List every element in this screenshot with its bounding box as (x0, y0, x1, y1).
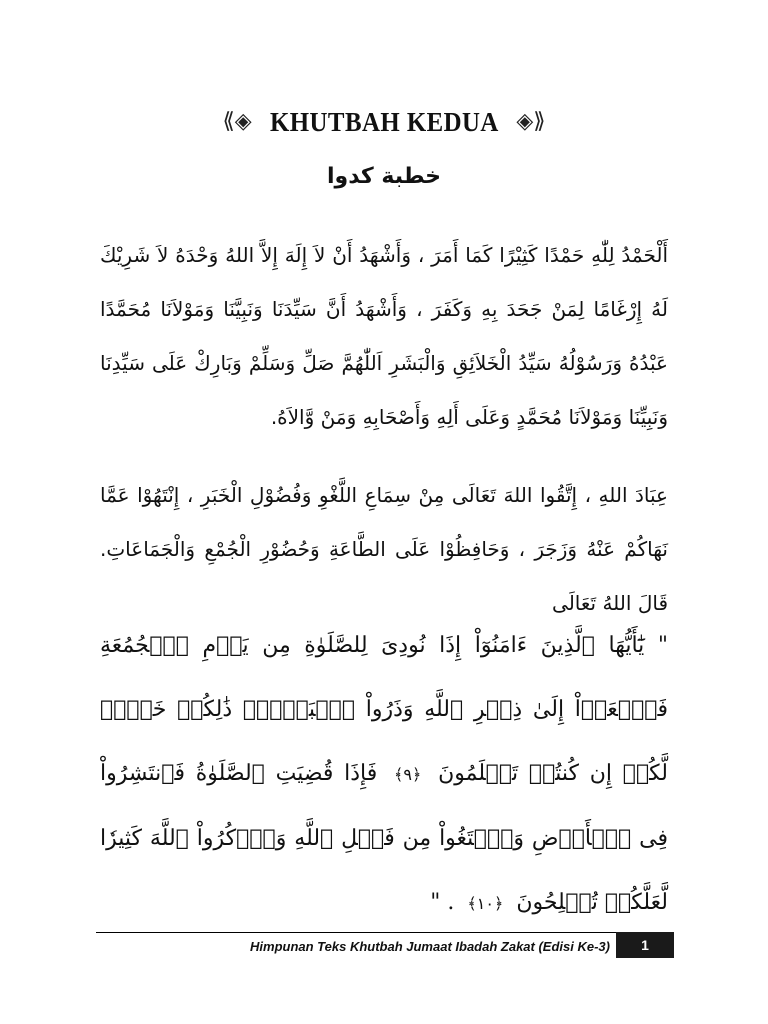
quote-close: . " (430, 890, 455, 915)
footer-divider (96, 932, 674, 933)
arabic-subtitle: خطبة كدوا (327, 164, 441, 189)
ayah-end-marker: ﴿١٠﴾ (467, 894, 504, 913)
page-title: KHUTBAH KEDUA (269, 106, 499, 137)
page-heading (0, 100, 768, 144)
verse-part-1: يَٰٓأَيُّهَا ٱلَّذِينَ ءَامَنُوٓاْ إِذَا نُودِىَ لِلصَّلَوٰةِ مِن يَوۡمِ ٱلۡجُمُعَةِ فَٱسۡعَوۡاْ إِلَىٰ ذِكۡرِ ٱللَّهِ وَذَرُواْ ٱلۡبَيۡعَۚ ذَٰلِكُمۡ خَيۡرٞ لَّكُمۡ إِن كُنتُمۡ تَعۡلَمُونَ (100, 633, 668, 786)
quote-open: " (657, 633, 668, 658)
exhortation-paragraph: عِبَادَ اللهِ ، إِتَّقُوا اللهَ تَعَالَى مِنْ سِمَاعِ اللَّغْوِ وَفُضُوْلِ الْخَبَرِ ، إِنْتَهُوْا عَمَّا نَهَاكُمْ عَنْهُ وَزَجَرَ ، وَحَافِظُوْا عَلَى الطَّاعَةِ وَحُضُوْرِ الْجُمْعِ وَالْجَمَاعَاتِ. قَالَ اللهُ تَعَالَى (100, 483, 668, 615)
quran-verse-paragraph (100, 614, 668, 936)
ayah-end-marker: ﴿٩﴾ (394, 765, 422, 784)
footer-book-title: Himpunan Teks Khutbah Jumaat Ibadah Zakat (Edisi Ke-3) (250, 939, 610, 954)
right-ornament-icon: ◈⟫ (516, 109, 546, 134)
left-ornament-icon: ⟪◈ (222, 109, 252, 134)
opening-praise-paragraph: أَلْحَمْدُ لِلّٰهِ حَمْدًا كَثِيْرًا كَمَا أَمَرَ ، وَأَشْهَدُ أَنْ لاَ إِلَهَ إِلاَّ اللهُ وَحْدَهُ لاَ شَرِيْكَ لَهُ إِرْغَامًا لِمَنْ جَحَدَ بِهِ وَكَفَرَ ، وَأَشْهَدُ أَنَّ سَيِّدَنَا وَنَبِيَّنَا وَمَوْلاَنَا مُحَمَّدًا عَبْدُهُ وَرَسُوْلُهُ سَيِّدُ الْخَلاَئِقِ وَالْبَشَرِ اَللّٰهُمَّ صَلِّ وَسَلِّمْ وَبَارِكْ عَلَى سَيِّدِنَا وَنَبِيِّنَا وَمَوْلاَنَا مُحَمَّدٍ وَعَلَى أَلِهِ وَأَصْحَابِهِ وَمَنْ وَّالاَهُ. (100, 243, 668, 429)
page-number-badge: 1 (616, 932, 674, 958)
verse-part-2: فَإِذَا قُضِيَتِ ٱلصَّلَوٰةُ فَٱنتَشِرُواْ فِى ٱلۡأَرۡضِ وَٱبۡتَغُواْ مِن فَضۡلِ ٱللَّهِ وَٱذۡكُرُواْ ٱللَّهَ كَثِيرٗا لَّعَلَّكُمۡ تُفۡلِحُونَ (100, 761, 668, 915)
